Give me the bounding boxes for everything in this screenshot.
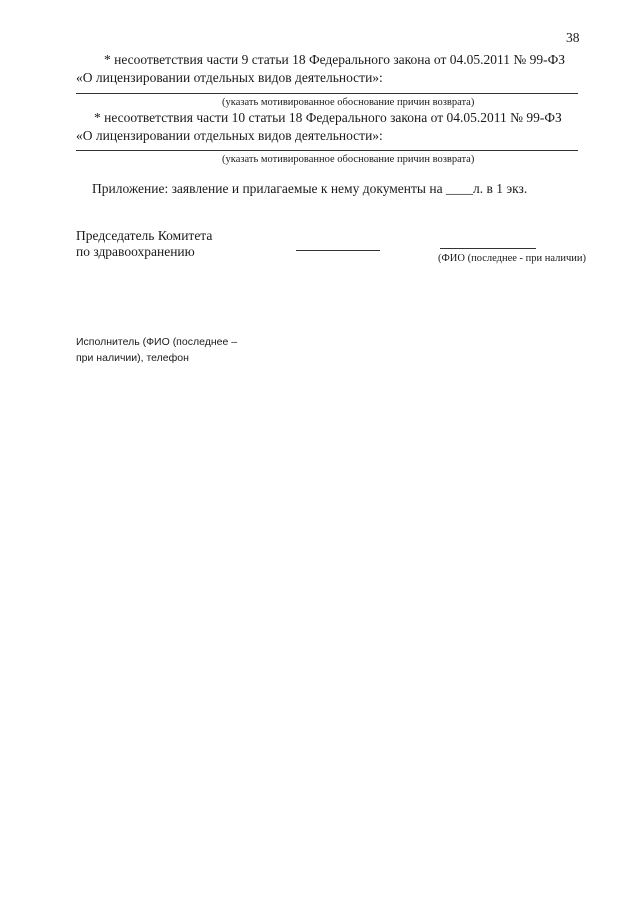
page-number: 38 [566,30,580,45]
name-line [440,248,536,249]
signatory-title-line2: по здравоохранению [76,244,195,259]
item2-reason-caption: (указать мотивированное обоснование причин возврата) [222,154,475,165]
item2-reason-line [76,150,578,151]
item1-reason-line [76,93,578,94]
item1-text-line2: «О лицензировании отдельных видов деятельности»: [76,70,383,85]
item2-text-line2: «О лицензировании отдельных видов деятельности»: [76,128,383,143]
item1-reason-caption: (указать мотивированное обоснование причин возврата) [222,97,475,108]
signatory-name-caption: (ФИО (последнее - при наличии) [438,253,587,264]
executor-line2: при наличии), телефон [76,352,189,364]
signatory-title-line1: Председатель Комитета [76,228,213,243]
item2-text-line1: * несоответствия части 10 статьи 18 Федерального закона от 04.05.2011 № 99-ФЗ [94,110,562,125]
attachment-line: Приложение: заявление и прилагаемые к нему документы на ____л. в 1 экз. [92,181,528,196]
executor-line1: Исполнитель (ФИО (последнее – [76,336,238,348]
signature-line [296,250,380,251]
item1-text-line1: * несоответствия части 9 статьи 18 Федерального закона от 04.05.2011 № 99-ФЗ [104,52,566,67]
